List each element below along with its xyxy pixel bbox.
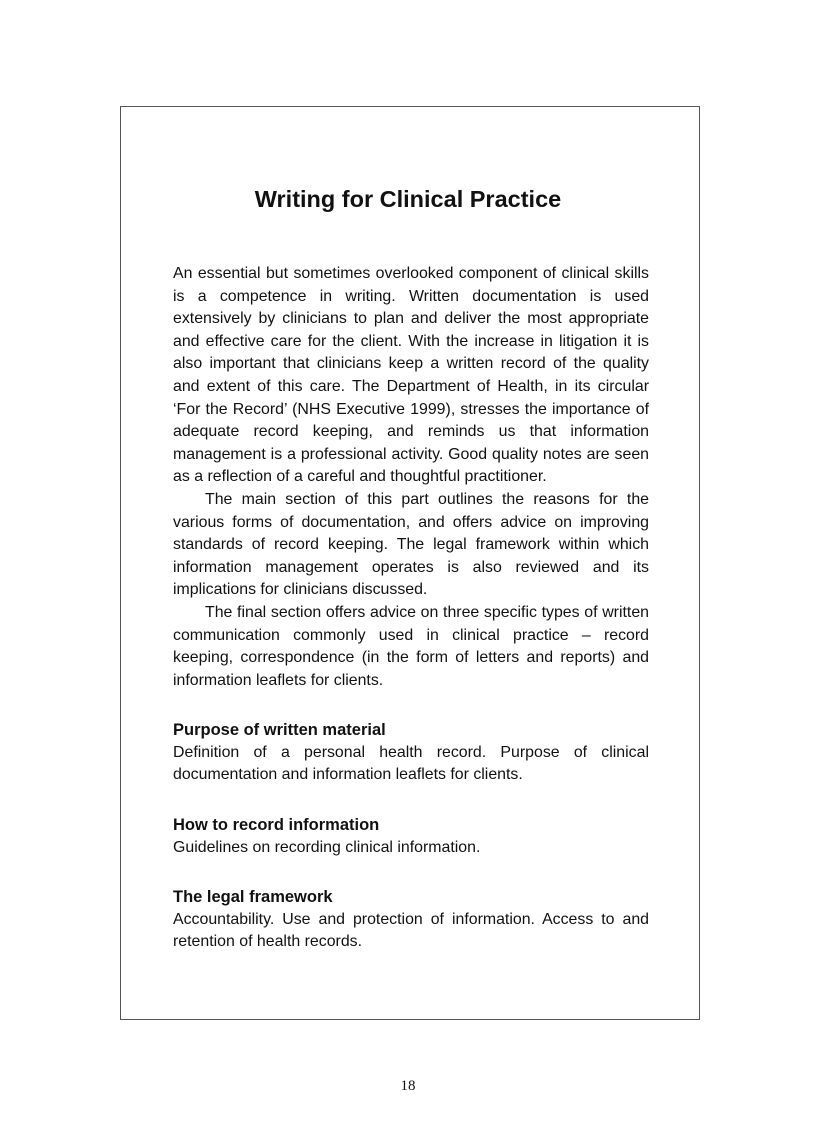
- section-legal: [173, 886, 649, 954]
- section-description: Guidelines on recording clinical information.: [173, 838, 481, 856]
- spacer: [173, 692, 649, 719]
- section-heading: How to record information: [173, 816, 380, 835]
- body-paragraph-2: The main section of this part outlines the reasons for the various forms of documentation, and offers advice on improving standards of record keeping. The legal framework within which information management operates is also reviewed and its implications for clinicians discussed.: [173, 490, 649, 599]
- section-heading: Purpose of written material: [173, 721, 386, 740]
- page-number: 18: [400, 1078, 416, 1094]
- spacer: [173, 859, 649, 886]
- section-description: Definition of a personal health record. Purpose of clinical documentation and information leaflets for clients.: [173, 743, 649, 784]
- section-heading: The legal framework: [173, 888, 333, 907]
- spacer: [173, 787, 649, 814]
- intro-paragraph: An essential but sometimes overlooked component of clinical skills is a competence in writing. Written documentation is used extensively by clinicians to plan and deliver the most appropriate and effective care for the client. With the increase in litigation it is also important that clinicians keep a written record of the quality and extent of this care. The Department of Health, in its circular ‘For the Record’ (NHS Executive 1999), stresses the importance of adequate record keeping, and reminds us that information management is a professional activity. Good quality notes are seen as a reflection of a careful and thoughtful practitioner.: [173, 265, 649, 486]
- main-content: [173, 263, 649, 954]
- section-description: Accountability. Use and protection of information. Access to and retention of health records.: [173, 910, 649, 951]
- section-record: [173, 814, 649, 859]
- section-purpose: [173, 719, 649, 787]
- page-title: Writing for Clinical Practice: [254, 186, 562, 212]
- body-paragraph-3: The final section offers advice on three specific types of written communication commonly used in clinical practice – record keeping, correspondence (in the form of letters and reports) and information leaflets for clients.: [173, 603, 649, 689]
